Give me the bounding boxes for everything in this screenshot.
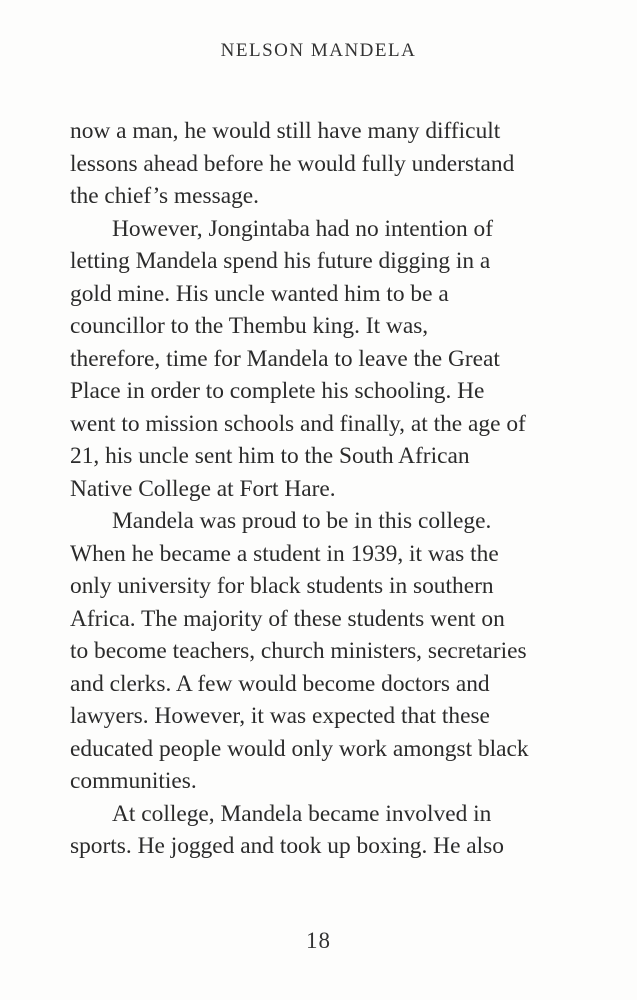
text-line: and clerks. A few would become doctors and (70, 670, 490, 697)
text-line: At college, Mandela became involved in (112, 800, 492, 827)
text-line: lawyers. However, it was expected that these (70, 703, 490, 729)
text-line: councillor to the Thembu king. It was, (70, 313, 429, 339)
text-line: Place in order to complete his schooling. He (70, 378, 485, 404)
text-line: Africa. The majority of these students went on (70, 605, 505, 632)
page-number: 18 (306, 928, 331, 953)
text-line: Mandela was proud to be in this college. (112, 508, 492, 534)
text-line: only university for black students in southern (70, 573, 494, 599)
running-title: NELSON MANDELA (220, 40, 417, 61)
text-line: Native College at Fort Hare. (70, 475, 336, 502)
text-line: letting Mandela spend his future digging in a (70, 248, 491, 274)
text-line: When he became a student in 1939, it was the (70, 540, 499, 567)
text-line: to become teachers, church ministers, secretaries (70, 638, 527, 664)
text-line: communities. (70, 768, 197, 794)
text-line: lessons ahead before he would fully understand (70, 150, 515, 177)
text-line: therefore, time for Mandela to leave the Great (70, 345, 500, 372)
text-line: now a man, he would still have many difficult (70, 118, 501, 144)
text-line: However, Jongintaba had no intention of (112, 215, 494, 242)
body-text (70, 115, 570, 863)
text-line: the chief’s message. (70, 183, 259, 209)
text-line: went to mission schools and finally, at the age of (70, 410, 526, 437)
text-line: 21, his uncle sent him to the South African (70, 443, 470, 469)
text-line: sports. He jogged and took up boxing. He also (70, 833, 504, 859)
text-line: gold mine. His uncle wanted him to be a (70, 280, 449, 307)
text-line: educated people would only work amongst black (70, 735, 529, 762)
